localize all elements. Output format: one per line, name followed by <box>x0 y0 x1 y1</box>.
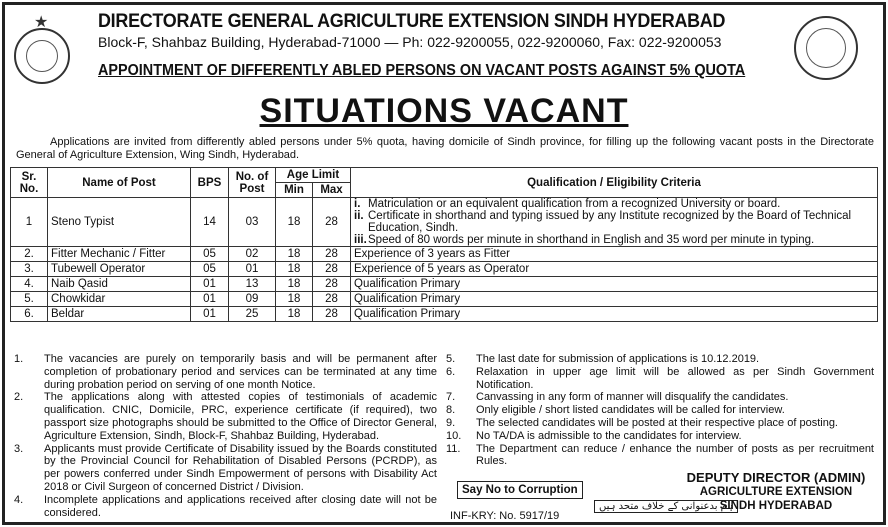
cell-criteria: Qualification Primary <box>351 277 878 292</box>
reference-number: INF-KRY: No. 5917/19 <box>450 510 560 522</box>
cell-sr: 5. <box>11 292 48 307</box>
criteria-item <box>354 234 874 246</box>
table-row <box>11 292 878 307</box>
cell-posts: 09 <box>229 292 276 307</box>
term-text: Applicants must provide Certificate of Disability issued by the Boards constituted by the Provincial Council for Rehabilitation of Disabled Persons (PCRDP), as per powers conferred under Sindh Empowerment of persons with Disability Act 2018 or Civil Surgeon of concerned District / Division. <box>44 442 437 493</box>
organization-address: Block-F, Shahbaz Building, Hyderabad-71000 — Ph: 022-9200055, 022-9200060, Fax: 022-9200053 <box>98 34 722 50</box>
term-number: 6. <box>446 365 456 378</box>
col-posts: No. of Post <box>229 168 276 198</box>
cell-min: 18 <box>276 292 313 307</box>
cell-bps: 14 <box>191 198 229 247</box>
criteria-number: ii. <box>354 210 364 222</box>
cell-min: 18 <box>276 277 313 292</box>
cell-bps: 01 <box>191 292 229 307</box>
term-number: 2. <box>14 391 24 404</box>
cell-sr: 6. <box>11 307 48 322</box>
cell-name: Chowkidar <box>48 292 191 307</box>
cell-criteria: Experience of 3 years as Fitter <box>351 247 878 262</box>
cell-min: 18 <box>276 247 313 262</box>
term-item <box>14 391 437 442</box>
term-text: The selected candidates will be posted at their respective place of posting. <box>476 416 838 429</box>
term-number: 8. <box>446 404 456 417</box>
col-name: Name of Post <box>48 168 191 198</box>
term-text: Canvassing in any form of manner will disqualify the candidates. <box>476 391 789 404</box>
cell-posts: 03 <box>229 198 276 247</box>
say-no-to-corruption-box: Say No to Corruption <box>457 481 583 499</box>
cell-max: 28 <box>313 277 351 292</box>
criteria-number: iii. <box>354 234 367 246</box>
term-number: 5. <box>446 353 456 365</box>
sindh-government-logo <box>14 28 70 84</box>
term-item <box>446 430 874 443</box>
cell-criteria <box>351 198 878 247</box>
headline: SITUATIONS VACANT <box>259 92 629 130</box>
urdu-slogan: ہم بدعنوانی کے خلاف متحد ہیں <box>594 500 738 513</box>
criteria-item <box>354 210 874 234</box>
term-number: 11. <box>446 442 461 455</box>
term-item <box>14 353 437 391</box>
term-text: Relaxation in upper age limit will be allowed as per Sindh Government Notification. <box>476 365 874 391</box>
term-text: The applications along with attested copies of testimonials of academic qualification. CNIC, Domicile, PRC, experience certificate (if required), two passport size photographs should be submitted to the Office of Director General, Agriculture Extension, Sindh, Block-F, Shahbaz Building, Hyderabad. <box>44 391 437 442</box>
cell-sr: 2. <box>11 247 48 262</box>
term-text: Only eligible / short listed candidates will be called for interview. <box>476 404 785 417</box>
term-item <box>14 443 437 494</box>
col-criteria: Qualification / Eligibility Criteria <box>351 168 878 198</box>
term-text: The vacancies are purely on temporarily basis and will be permanent after completion of probationary period and services can be terminated at any time during probation period on serving of one month Notice. <box>44 353 437 391</box>
cell-name: Steno Typist <box>48 198 191 247</box>
organization-title: DIRECTORATE GENERAL AGRICULTURE EXTENSION SINDH HYDERABAD <box>98 10 726 32</box>
cell-max: 28 <box>313 307 351 322</box>
criteria-text: Speed of 80 words per minute in shorthand in English and 35 word per minute in typing. <box>368 234 815 246</box>
criteria-item <box>354 198 874 210</box>
intro-text: Applications are invited from differently abled persons under 5% quota, having domicile of Sindh province, for filling up the following vacant posts in the Directorate General of Agriculture Extension, Wing Sindh, Hyderabad. <box>16 136 874 161</box>
term-item <box>446 366 874 392</box>
col-sr: Sr. No. <box>11 168 48 198</box>
col-age: Age Limit <box>276 168 351 183</box>
table-row <box>11 198 878 247</box>
cell-name: Beldar <box>48 307 191 322</box>
term-item <box>14 494 437 520</box>
criteria-number: i. <box>354 198 361 210</box>
term-number: 3. <box>14 442 24 455</box>
table-row <box>11 277 878 292</box>
signatory-title: DEPUTY DIRECTOR (ADMIN) <box>686 470 866 485</box>
cell-max: 28 <box>313 262 351 277</box>
signatory-line2: SINDH HYDERABAD <box>719 500 833 512</box>
term-item <box>446 391 874 404</box>
cell-criteria: Qualification Primary <box>351 292 878 307</box>
terms-left <box>14 353 437 519</box>
cell-min: 18 <box>276 307 313 322</box>
cell-max: 28 <box>313 247 351 262</box>
criteria-text: Matriculation or an equivalent qualification from a recognized University or board. <box>368 198 781 210</box>
term-number: 1. <box>14 353 24 365</box>
term-number: 7. <box>446 391 456 404</box>
col-max: Max <box>313 183 351 198</box>
cell-posts: 01 <box>229 262 276 277</box>
signature-block <box>676 471 876 513</box>
cell-sr: 1 <box>11 198 48 247</box>
term-text: The Department can reduce / enhance the number of posts as per recruitment Rules. <box>476 442 874 468</box>
col-min: Min <box>276 183 313 198</box>
cell-max: 28 <box>313 198 351 247</box>
table-row <box>11 247 878 262</box>
cell-name: Tubewell Operator <box>48 262 191 277</box>
term-number: 9. <box>446 416 456 429</box>
term-number: 10. <box>446 429 462 442</box>
cell-min: 18 <box>276 262 313 277</box>
agriculture-department-logo <box>794 16 858 80</box>
ad-subtitle: APPOINTMENT OF DIFFERENTLY ABLED PERSONS ON VACANT POSTS AGAINST 5% QUOTA <box>98 62 746 79</box>
term-text: Incomplete applications and applications received after closing date will not be considered. <box>44 493 437 519</box>
cell-posts: 25 <box>229 307 276 322</box>
criteria-text: Certificate in shorthand and typing issued by any Institute recognized by the Board of Technical Education, Sindh. <box>368 210 852 234</box>
col-bps: BPS <box>191 168 229 198</box>
term-text: No TA/DA is admissible to the candidates for interview. <box>476 429 742 442</box>
term-number: 4. <box>14 493 24 506</box>
cell-sr: 4. <box>11 277 48 292</box>
cell-posts: 13 <box>229 277 276 292</box>
cell-bps: 05 <box>191 262 229 277</box>
cell-bps: 01 <box>191 307 229 322</box>
table-row <box>11 307 878 322</box>
cell-name: Fitter Mechanic / Fitter <box>48 247 191 262</box>
cell-name: Naib Qasid <box>48 277 191 292</box>
cell-max: 28 <box>313 292 351 307</box>
table-row <box>11 262 878 277</box>
term-item <box>446 404 874 417</box>
cell-posts: 02 <box>229 247 276 262</box>
cell-criteria: Experience of 5 years as Operator <box>351 262 878 277</box>
cell-bps: 05 <box>191 247 229 262</box>
cell-min: 18 <box>276 198 313 247</box>
term-item <box>446 443 874 469</box>
term-text: The last date for submission of applications is 10.12.2019. <box>476 353 760 365</box>
cell-bps: 01 <box>191 277 229 292</box>
terms-right <box>446 353 874 468</box>
signatory-line1: AGRICULTURE EXTENSION <box>699 486 853 498</box>
term-item <box>446 417 874 430</box>
cell-sr: 3. <box>11 262 48 277</box>
term-item <box>446 353 874 366</box>
cell-criteria: Qualification Primary <box>351 307 878 322</box>
vacancies-table <box>10 167 878 322</box>
